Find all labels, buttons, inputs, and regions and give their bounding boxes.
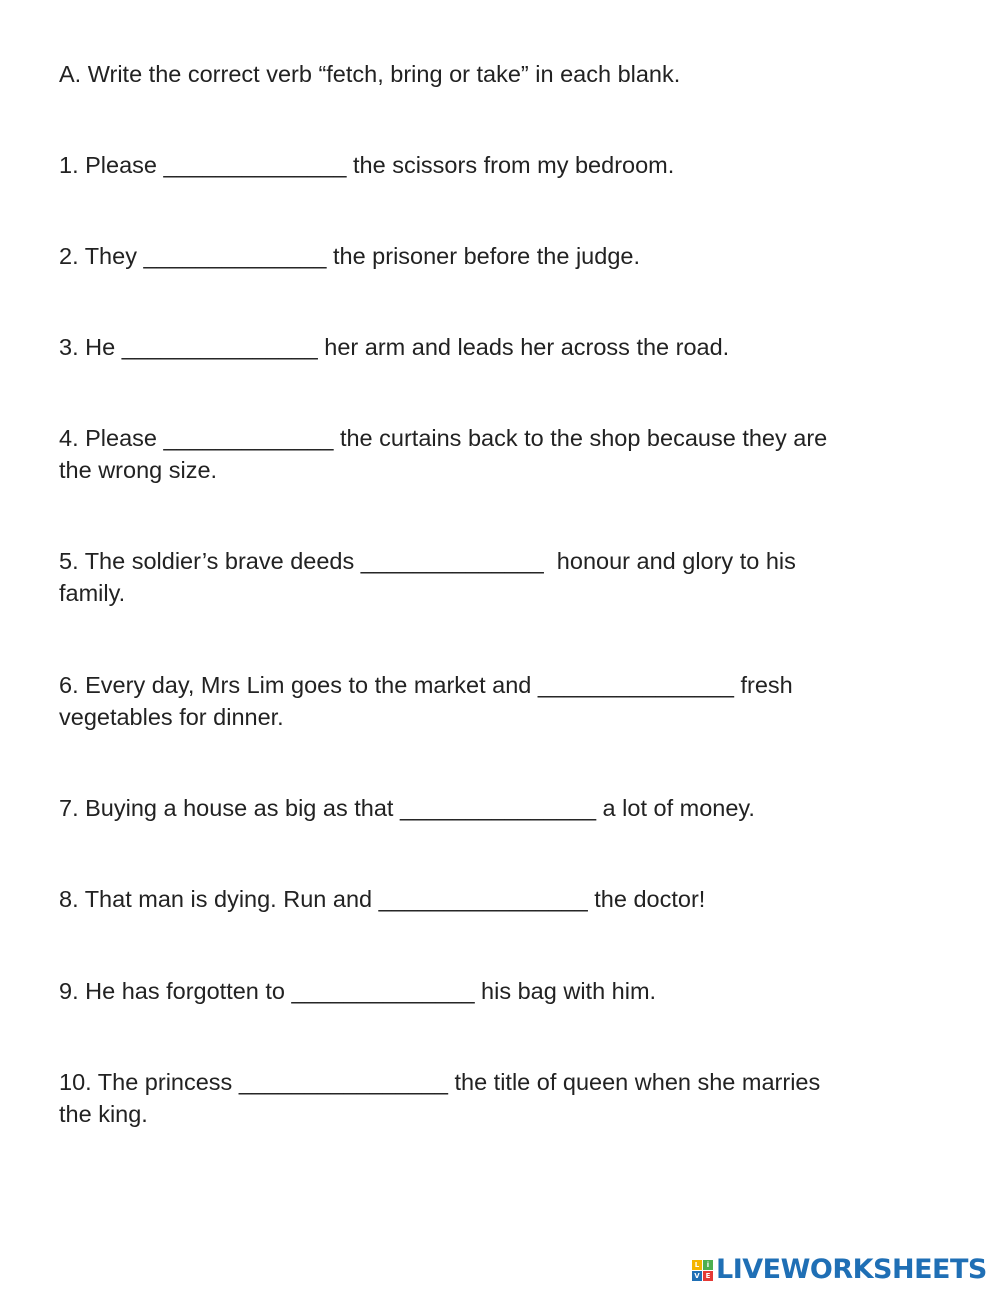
question-6-line-2: vegetables for dinner. — [59, 704, 284, 730]
question-1-line-1: 1. Please ______________ the scissors from my bedroom. — [59, 152, 675, 178]
logo-cube-letter-l: L — [692, 1260, 702, 1270]
question-10-line-2: the king. — [59, 1101, 148, 1127]
liveworksheets-logo — [692, 1254, 987, 1286]
question-9-line-1: 9. He has forgotten to ______________ his bag with him. — [59, 978, 657, 1004]
logo-text: LIVEWORKSHEETS — [716, 1254, 987, 1285]
question-4-line-1: 4. Please _____________ the curtains back to the shop because they are — [59, 425, 828, 451]
question-5-line-1: 5. The soldier’s brave deeds ______________ honour and glory to his — [59, 548, 796, 574]
logo-cube-icon — [692, 1260, 713, 1281]
logo-cube-letter-v: V — [692, 1271, 702, 1281]
question-3-line-1: 3. He _______________ her arm and leads her across the road. — [59, 334, 730, 360]
question-6-line-1: 6. Every day, Mrs Lim goes to the market and _______________ fresh — [59, 672, 793, 698]
logo-cube-letter-i: i — [703, 1260, 713, 1270]
question-7-line-1: 7. Buying a house as big as that _______________ a lot of money. — [59, 795, 755, 821]
logo-cube-letter-e: E — [703, 1271, 713, 1281]
question-8-line-1: 8. That man is dying. Run and ________________ the doctor! — [59, 886, 706, 912]
instruction-text: A. Write the correct verb “fetch, bring or take” in each blank. — [59, 61, 681, 87]
question-10-line-1: 10. The princess ________________ the title of queen when she marries — [59, 1069, 821, 1095]
question-5-line-2: family. — [59, 580, 126, 606]
question-2-line-1: 2. They ______________ the prisoner before the judge. — [59, 243, 640, 269]
question-4-line-2: the wrong size. — [59, 457, 218, 483]
